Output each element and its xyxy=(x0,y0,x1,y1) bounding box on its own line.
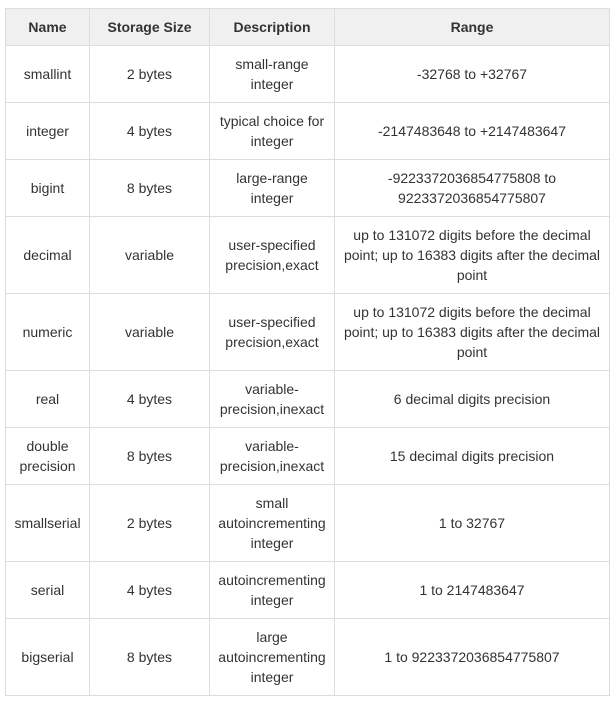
header-range: Range xyxy=(335,9,610,46)
table-row xyxy=(6,294,610,371)
cell-description: small autoincrementing integer xyxy=(210,485,335,562)
table-row xyxy=(6,371,610,428)
cell-range: 1 to 9223372036854775807 xyxy=(335,619,610,696)
table-row xyxy=(6,217,610,294)
cell-range: 15 decimal digits precision xyxy=(335,428,610,485)
cell-description: small-range integer xyxy=(210,46,335,103)
cell-name: bigserial xyxy=(6,619,90,696)
cell-range: 6 decimal digits precision xyxy=(335,371,610,428)
data-types-table xyxy=(5,8,610,696)
header-description: Description xyxy=(210,9,335,46)
cell-name: numeric xyxy=(6,294,90,371)
cell-description: typical choice for integer xyxy=(210,103,335,160)
cell-name: integer xyxy=(6,103,90,160)
cell-name: smallserial xyxy=(6,485,90,562)
cell-description: large autoincrementing integer xyxy=(210,619,335,696)
cell-description: user-specified precision,exact xyxy=(210,294,335,371)
cell-range: up to 131072 digits before the decimal point; up to 16383 digits after the decimal point xyxy=(335,217,610,294)
cell-storage-size: variable xyxy=(90,217,210,294)
table-row xyxy=(6,619,610,696)
cell-name: double precision xyxy=(6,428,90,485)
cell-description: variable-precision,inexact xyxy=(210,428,335,485)
cell-name: decimal xyxy=(6,217,90,294)
table-row xyxy=(6,103,610,160)
cell-storage-size: 8 bytes xyxy=(90,428,210,485)
cell-range: up to 131072 digits before the decimal point; up to 16383 digits after the decimal point xyxy=(335,294,610,371)
table-row xyxy=(6,428,610,485)
header-row xyxy=(6,9,610,46)
cell-storage-size: 4 bytes xyxy=(90,562,210,619)
cell-storage-size: 2 bytes xyxy=(90,46,210,103)
cell-storage-size: 4 bytes xyxy=(90,371,210,428)
cell-name: serial xyxy=(6,562,90,619)
table-row xyxy=(6,562,610,619)
cell-description: large-range integer xyxy=(210,160,335,217)
header-storage-size: Storage Size xyxy=(90,9,210,46)
cell-description: autoincrementing integer xyxy=(210,562,335,619)
cell-storage-size: 8 bytes xyxy=(90,619,210,696)
cell-range: 1 to 32767 xyxy=(335,485,610,562)
cell-description: user-specified precision,exact xyxy=(210,217,335,294)
header-name: Name xyxy=(6,9,90,46)
table-row xyxy=(6,46,610,103)
cell-description: variable-precision,inexact xyxy=(210,371,335,428)
cell-storage-size: variable xyxy=(90,294,210,371)
cell-storage-size: 4 bytes xyxy=(90,103,210,160)
cell-storage-size: 2 bytes xyxy=(90,485,210,562)
cell-range: -2147483648 to +2147483647 xyxy=(335,103,610,160)
cell-storage-size: 8 bytes xyxy=(90,160,210,217)
table-row xyxy=(6,160,610,217)
cell-range: 1 to 2147483647 xyxy=(335,562,610,619)
cell-range: -32768 to +32767 xyxy=(335,46,610,103)
cell-name: bigint xyxy=(6,160,90,217)
cell-name: smallint xyxy=(6,46,90,103)
cell-range: -9223372036854775808 to 9223372036854775807 xyxy=(335,160,610,217)
cell-name: real xyxy=(6,371,90,428)
table-row xyxy=(6,485,610,562)
